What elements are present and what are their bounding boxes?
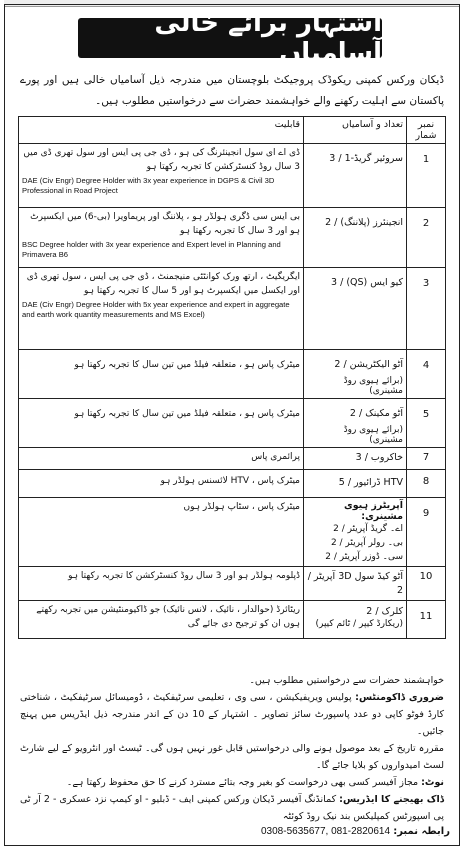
footer-address (20, 791, 444, 825)
row-position: کلرک / 2 (366, 606, 403, 617)
row-qualification-urdu: ایگریگیٹ ، ارتھ ورک کوانٹٹی منیجمنٹ ، ڈی جی پی ایس ، سول تھری ڈی اور ایکسل میں ایکسپرٹ ہو اور 5 سال کا تجربہ رکھتا ہو (26, 272, 300, 296)
header-qualification: قابلیت (19, 117, 304, 144)
table-header-row (19, 117, 446, 144)
table-row (19, 350, 446, 399)
row-position: خاکروب / 3 (355, 452, 403, 463)
row-position: آٹو کیڈ سول 3D آپریٹر / 2 (307, 571, 403, 596)
row-qualification-urdu: ڈی اے ای سول انجینئرنگ کی ہو ، ڈی جی پی ایس اور سول تھری ڈی میں 3 سال روڈ کنسٹرکشن کا تجربہ رکھتا ہو (23, 148, 300, 172)
contact-label: رابطہ نمبر: (393, 826, 450, 837)
mechanic-item-roller: بی۔ رولر آپریٹر / 2 (330, 538, 403, 548)
table-row (19, 448, 446, 470)
advertisement-title: اشتہار برائے خالی آسامیاں (78, 18, 382, 58)
row-position: HTV ڈرائیور / 5 (338, 477, 403, 488)
footer-applications-line: خواہشمند حضرات سے درخواستیں مطلوب ہیں۔ (249, 675, 444, 686)
note-text: مجاز آفیسر کسی بھی درخواست کو بغیر وجہ بتائے مسترد کرنے کا حق محفوظ رکھتا ہے۔ (66, 777, 419, 788)
row-qualification-english: BSC Degree holder with 3x year experience and Expert level in Planning and Primavera B6 (22, 240, 281, 259)
header-serial: نمبر شمار (407, 117, 446, 144)
contact-numbers: 0308-5635677, 081-2820614 (261, 826, 391, 837)
note-label: نوٹ: (421, 777, 444, 788)
footer-documents (20, 689, 444, 740)
row-position-subtitle: (برائے ہیوی روڈ مشینری) (343, 425, 403, 445)
row-qualification-english: DAE (Civ Engr) Degree Holder with 3x year experience in DGPS & Civil 3D Professional in Road Project (22, 176, 275, 195)
row-qualification-urdu: ڈپلومہ ہولڈر ہو اور 3 سال روڈ کنسٹرکشن کا تجربہ رکھتا ہو (68, 571, 300, 581)
row-number: 8 (422, 476, 430, 487)
table-row (19, 470, 446, 498)
address-label: ڈاک بھیجنے کا ایڈریس: (339, 794, 444, 805)
row-number: 9 (422, 508, 430, 519)
row-qualification-urdu: ریٹائرڈ (حوالدار ، نائیک ، لانس نائیک) جو ڈاکیومنٹیشن میں تجربہ رکھتے ہوں ان کو ترجیح دی جائے گی (36, 605, 300, 629)
table-row (19, 268, 446, 350)
footer-notes (20, 672, 444, 825)
footer-deadline-note: مقررہ تاریخ کے بعد موصول ہونے والی درخواستیں قابل غور نہیں ہوں گی۔ ٹیسٹ اور انٹرویو کے لیے شارٹ لسٹ امیدواروں کو بلایا جائے گا۔ (20, 743, 444, 771)
row-qualification-urdu: پرائمری پاس (251, 452, 300, 462)
row-qualification-urdu: میٹرک پاس ہو ، متعلقہ فیلڈ میں تین سال کا تجربہ رکھتا ہو (74, 360, 300, 370)
row-number: 7 (422, 452, 430, 463)
address-text: کمانڈنگ آفیسر ڈیکان ورکس کمپنی ایف - ڈبلیو - او کیمپ نزد عسکری - 2 آر ٹی پی اسپورٹس کمپلیکس بند نیک روڈ کوئٹہ (20, 794, 444, 822)
intro-paragraph: ڈیکان ورکس کمپنی ریکوڈک پروجیکٹ بلوچستان میں مندرجہ ذیل آسامیاں خالی ہیں اور پورے پاکستان سے اہلیت رکھنے والے خواہشمند حضرات سے درخواستیں مطلوب ہیں۔ (20, 74, 444, 107)
table-row (19, 144, 446, 208)
row-number: 10 (419, 571, 433, 582)
mechanic-item-grader: اے۔ گریڈ آپریٹر / 2 (333, 524, 403, 534)
row-qualification-urdu: میٹرک پاس ، سٹاپ ہولڈر ہوں (183, 502, 300, 512)
table-row (19, 567, 446, 601)
row-number: 11 (419, 611, 433, 622)
contact-line (220, 826, 450, 837)
row-number: 2 (422, 218, 430, 229)
table-row (19, 601, 446, 639)
table-row (19, 399, 446, 448)
documents-label: ضروری ڈاکومنٹس: (355, 692, 444, 703)
row-number: 1 (422, 154, 430, 165)
row-position: کیو ایس (QS) / 3 (331, 277, 403, 288)
row-position: سروئیر گریڈ-1 / 3 (329, 153, 403, 164)
row-qualification-urdu: میٹرک پاس ہو ، متعلقہ فیلڈ میں تین سال کا تجربہ رکھتا ہو (74, 409, 300, 419)
row-position: آپریٹرز ہیوی مشینری: (344, 500, 403, 522)
row-number: 5 (422, 409, 430, 420)
header-position: تعداد و آسامیاں (304, 117, 407, 144)
row-qualification-urdu: میٹرک پاس ، HTV لائسنس ہولڈر ہو (160, 476, 300, 486)
row-position: آٹو الیکٹریشن / 2 (334, 359, 403, 370)
row-qualification-urdu: بی ایس سی ڈگری ہولڈر ہو ، پلاننگ اور پریماویرا (بی-6) میں ایکسپرٹ ہو اور 3 سال کا تجربہ رکھتا ہو (30, 212, 300, 236)
row-position-subtitle: (ریکارڈ کیپر / ٹائم کیپر) (315, 619, 403, 629)
table-row (19, 498, 446, 567)
vacancies-table (18, 116, 446, 639)
row-number: 3 (422, 278, 430, 289)
row-position: آٹو مکینک / 2 (349, 408, 403, 419)
table-row (19, 208, 446, 268)
documents-text: پولیس ویریفیکیشن ، سی وی ، تعلیمی سرٹیفکیٹ ، ڈومیسائل سرٹیفکیٹ ، شناختی کارڈ فوٹو کاپی دو عدد پاسپورٹ سائز تصاویر ۔ اشتہار کے 10 دن کے اندر مندرجہ ذیل ایڈریس میں پہنچ جائیں۔ (20, 692, 444, 737)
row-qualification-english: DAE (Civ Engr) Degree Holder with 5x year experience and expert in aggregate and earth work quantity measurements and MS Excel) (22, 300, 290, 319)
row-position: انجینئرز (پلاننگ) / 2 (325, 217, 403, 228)
row-position-subtitle: (برائے ہیوی روڈ مشینری) (343, 376, 403, 396)
footer-note (20, 774, 444, 791)
row-number: 4 (422, 360, 430, 371)
mechanic-item-dozer: سی۔ ڈوزر آپریٹر / 2 (325, 552, 403, 562)
